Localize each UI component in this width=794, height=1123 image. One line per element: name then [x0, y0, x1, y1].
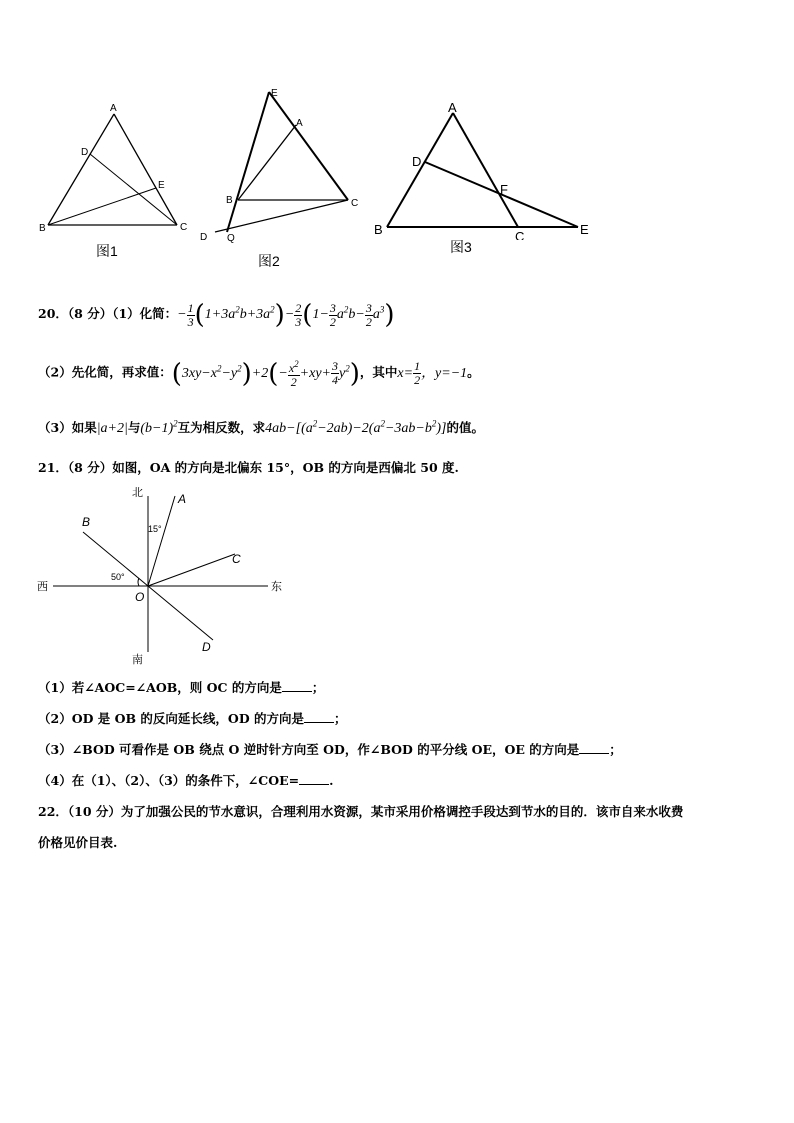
q21-sub1 [38, 678, 324, 696]
west-label: 西 [37, 581, 48, 593]
south-label: 南 [132, 654, 143, 666]
q21-sub1-text: （1）若∠AOC=∠AOB，则 OC 的方向是 [38, 680, 282, 695]
q21-sub2 [38, 709, 347, 727]
answer-blank-3[interactable] [579, 742, 609, 754]
label-b: B [39, 223, 46, 234]
q21-sub3 [38, 740, 622, 758]
answer-blank-2[interactable] [304, 711, 334, 723]
q21-sub1-end: ； [311, 680, 325, 695]
figure-1-caption: 图1 [96, 243, 118, 259]
label-d: D [412, 154, 422, 169]
q21-sub2-end: ； [334, 711, 347, 726]
q20-part2-end: 。 [467, 364, 480, 380]
label-b: B [374, 222, 383, 237]
q21-sub3-end: ； [609, 742, 622, 757]
q21-sub2-text: （2）OD 是 OB 的反向延长线，OD 的方向是 [38, 711, 305, 726]
label-e: E [271, 88, 278, 99]
label-e: E [158, 180, 165, 191]
ray-oc [148, 554, 235, 586]
q20-part2-prefix: （2）先化简，再求值： [38, 364, 172, 380]
segment-ab [238, 125, 296, 200]
label-a: A [178, 492, 187, 506]
q21-sub4-text: （4）在（1）、（2）、（3）的条件下，∠COE= [38, 773, 300, 788]
label-a: A [110, 103, 117, 114]
figure-2 [195, 80, 370, 245]
q21-sub4 [38, 771, 333, 789]
q20-part3-prefix: （3）如果 [38, 420, 97, 435]
segment-ac [114, 114, 177, 225]
figure-3-caption: 图3 [450, 239, 472, 255]
label-d: D [200, 232, 208, 243]
q20-heading: 20．（8 分）（1）化简： [38, 306, 178, 322]
answer-blank-1[interactable] [282, 680, 312, 692]
direction-diagram [35, 482, 295, 667]
figure-1 [30, 100, 200, 240]
angle-15-label: 15° [148, 524, 162, 534]
q20-part3-mid1: 与 [127, 420, 141, 435]
label-c: C [180, 222, 188, 233]
q21-heading: 21．（8 分）如图，OA 的方向是北偏东 15°，OB 的方向是西偏北 50 度. [38, 460, 459, 475]
segment-ec [269, 92, 348, 200]
segment-ab [48, 114, 114, 225]
label-q: Q [227, 233, 235, 244]
q21-sub3-text: （3）∠BOD 可看作是 OB 绕点 O 逆时针方向至 OD，作∠BOD 的平分线 OE，OE 的方向是 [38, 742, 580, 757]
q22-line2: 价格见价目表. [38, 835, 118, 850]
segment-ac [453, 113, 518, 227]
label-d: D [202, 640, 211, 654]
label-a: A [296, 118, 303, 129]
label-d: D [81, 147, 89, 158]
ray-od [148, 586, 213, 640]
label-e: E [580, 222, 589, 237]
q20-part2: （2）先化简，再求值：$(3xy-x^2-y^2)+2(-$ $\frac{x^2}{2}$ +xy+ $\frac{3}{4}$ $y^2$)，其中x= $\frac{1}{2}$ ，y=−1。 [38, 358, 480, 389]
segment-eq [227, 92, 269, 232]
label-b: B [82, 515, 91, 529]
angle-arc [138, 578, 139, 586]
q20-part1: 20．（8 分）（1）化简：− $\frac{1}{3}$ $(1+3a^2b+3a^2)-$ $\frac{2}{3}$ (1− $\frac{3}{2}$ $a^2b-$ $\frac{3}{2}$ $a^3$) [38, 300, 395, 330]
q22-line1: 22．（10 分）为了加强公民的节水意识，合理利用水资源，某市采用价格调控手段达到节水的目的．该市自来水收费 [38, 804, 684, 819]
angle-50-label: 50° [111, 572, 125, 582]
label-c: C [515, 229, 525, 240]
figure-2-caption: 图2 [258, 253, 280, 269]
q20-part2-cond: ，其中 [359, 364, 398, 380]
segment-be [48, 188, 156, 225]
east-label: 东 [271, 581, 282, 593]
label-f: F [500, 182, 508, 197]
q20-part3-mid2: 互为相反数，求 [177, 420, 266, 435]
answer-blank-4[interactable] [299, 773, 329, 785]
q20-part3: （3）如果|a+2|与$(b-1)^2$互为相反数，求$4ab-[(a^2-2ab)-2(a^2-3ab-b^2)]$的值。 [38, 418, 484, 436]
q21-sub4-end: . [329, 773, 334, 788]
label-o: O [135, 590, 145, 604]
figure-3 [370, 95, 600, 240]
label-c: C [351, 198, 359, 209]
label-c: C [232, 552, 241, 566]
north-label: 北 [132, 487, 143, 499]
ray-oa [148, 496, 175, 586]
q20-part3-end: 的值。 [446, 420, 484, 435]
label-b: B [226, 195, 233, 206]
label-a: A [448, 100, 457, 115]
